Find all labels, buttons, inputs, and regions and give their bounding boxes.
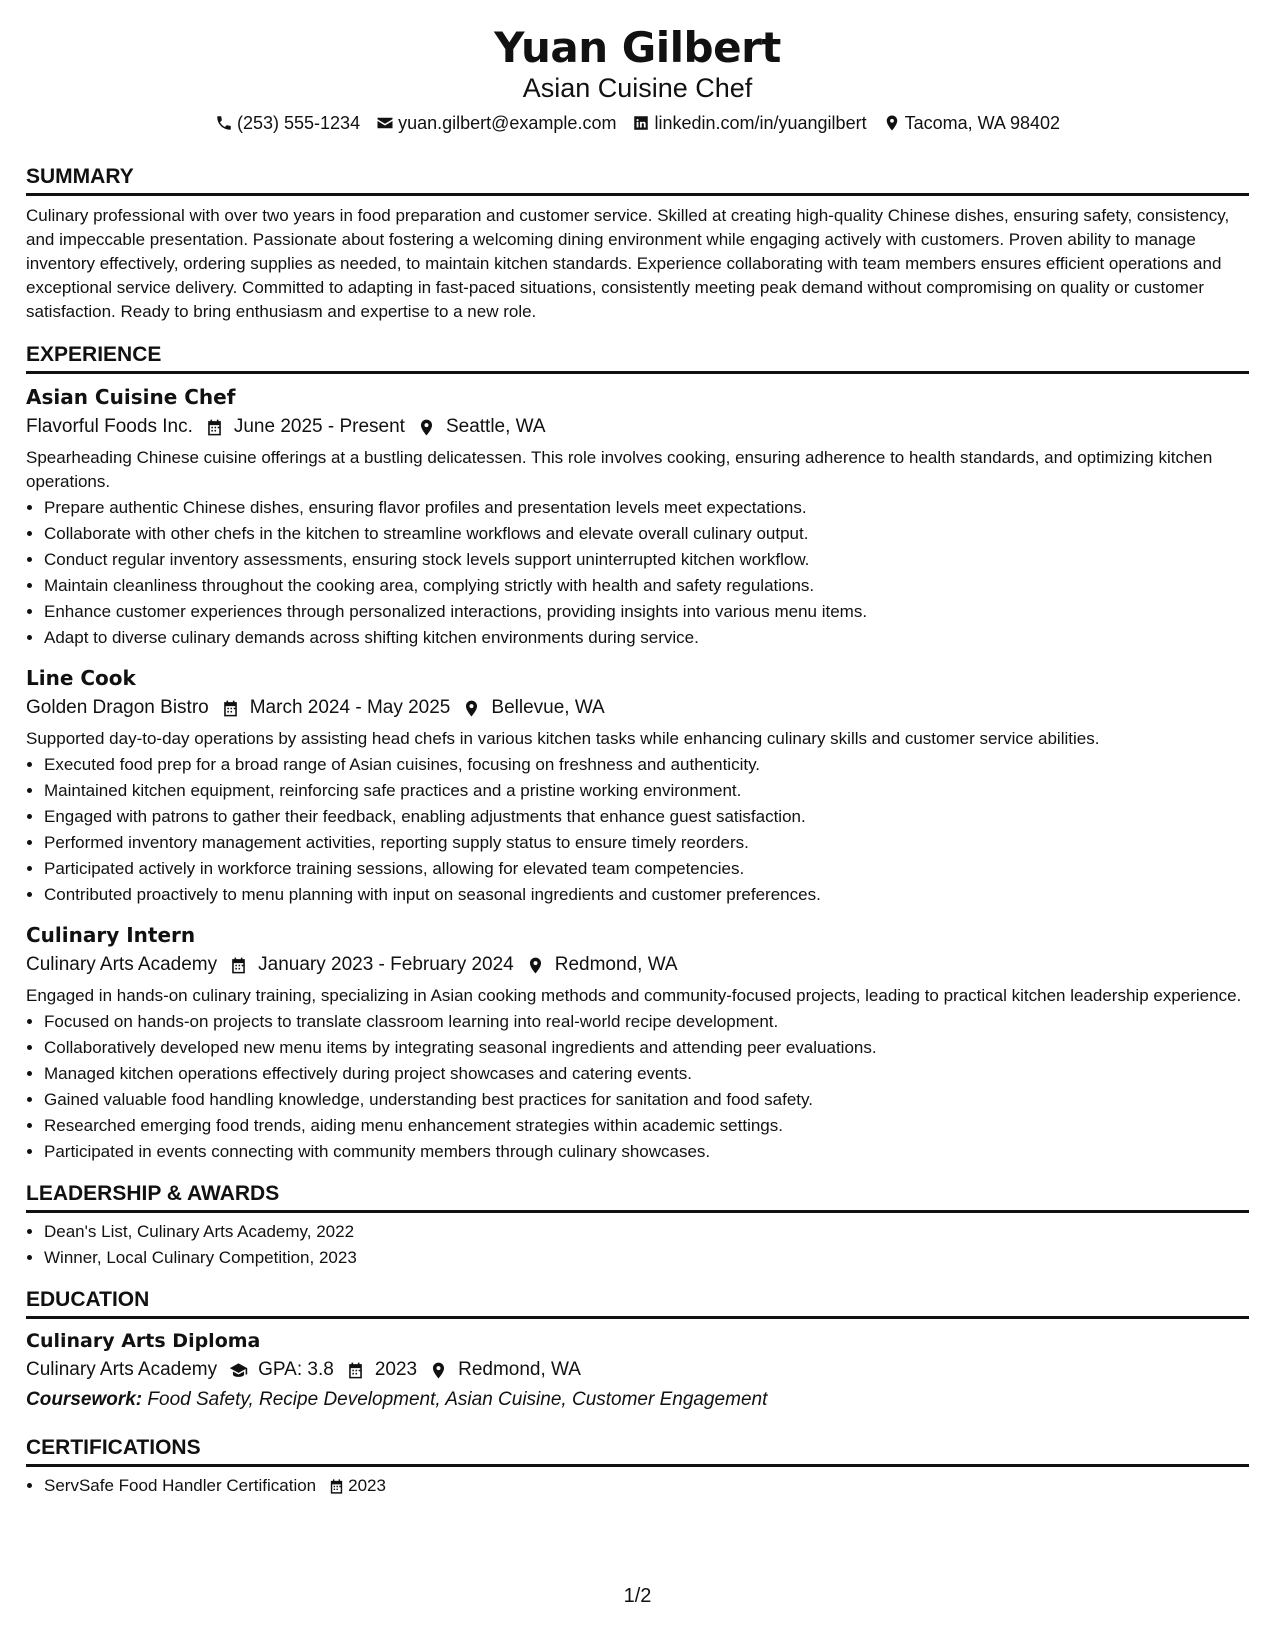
graduation-year: 2023 (374, 1359, 418, 1380)
contact-linkedin[interactable] (632, 109, 866, 137)
job-entry (26, 663, 1249, 908)
summary-section (26, 164, 1249, 324)
calendar-icon (229, 956, 248, 975)
coursework-text: Food Safety, Recipe Development, Asian Cuisine, Customer Engagement (147, 1389, 768, 1410)
company-name: Flavorful Foods Inc. (26, 416, 193, 437)
section-heading: SUMMARY (26, 164, 1249, 196)
section-heading: EXPERIENCE (26, 342, 1249, 374)
coursework-label: Coursework: (26, 1389, 143, 1410)
map-pin-icon (417, 418, 436, 437)
location-text: Tacoma, WA 98402 (904, 113, 1060, 133)
job-title: Culinary Intern (26, 923, 196, 947)
email-link[interactable]: yuan.gilbert@example.com (398, 113, 617, 133)
list-item: • Conduct regular inventory assessments, ensuring stock levels support uninterrupted kitchen workflow. (44, 547, 1249, 573)
job-meta (26, 693, 1249, 723)
graduation-cap-icon (229, 1361, 248, 1380)
contact-location (883, 109, 1060, 137)
certifications-section (26, 1435, 1249, 1499)
calendar-icon (221, 699, 240, 718)
list-item: • Participated actively in workforce training sessions, allowing for elevated team competencies. (44, 856, 1249, 882)
school-location: Redmond, WA (458, 1359, 581, 1380)
job-dates: June 2025 - Present (233, 416, 405, 437)
company-name: Golden Dragon Bistro (26, 697, 209, 718)
section-heading: CERTIFICATIONS (26, 1435, 1249, 1467)
list-item: • Adapt to diverse culinary demands across shifting kitchen environments during service. (44, 625, 1249, 651)
experience-section (26, 342, 1249, 1165)
job-description: Engaged in hands-on culinary training, specializing in Asian cooking methods and community-focused projects, leading to practical kitchen leadership experience. (26, 986, 1242, 1005)
job-entry (26, 920, 1249, 1165)
job-description: Supported day-to-day operations by assisting head chefs in various kitchen tasks while enhancing culinary skills and customer service abilities. (26, 729, 1100, 748)
list-item (44, 1473, 1249, 1499)
job-meta (26, 950, 1249, 980)
coursework-line (26, 1385, 1249, 1415)
degree-title: Culinary Arts Diploma (26, 1330, 261, 1352)
certifications-list (26, 1473, 1249, 1499)
contact-bar (26, 109, 1249, 137)
list-item: • Dean's List, Culinary Arts Academy, 2022 (44, 1219, 1249, 1245)
candidate-title: Asian Cuisine Chef (522, 73, 753, 103)
calendar-icon (205, 418, 224, 437)
phone-icon (215, 114, 233, 132)
resume-header (26, 22, 1249, 137)
section-heading: LEADERSHIP & AWARDS (26, 1181, 1249, 1213)
candidate-name: Yuan Gilbert (494, 23, 781, 72)
list-item: • Gained valuable food handling knowledge, understanding best practices for sanitation and food safety. (44, 1087, 1249, 1113)
map-pin-icon (883, 114, 901, 132)
job-bullets (26, 495, 1249, 651)
job-bullets (26, 1009, 1249, 1165)
list-item: • Executed food prep for a broad range of Asian cuisines, focusing on freshness and authenticity. (44, 752, 1249, 778)
certification-entry (44, 1473, 386, 1499)
certification-name: • ServSafe Food Handler Certification (44, 1476, 317, 1495)
education-section (26, 1287, 1249, 1415)
list-item: • Enhance customer experiences through personalized interactions, providing insights into various menu items. (44, 599, 1249, 625)
job-location: Bellevue, WA (491, 697, 605, 718)
map-pin-icon (526, 956, 545, 975)
calendar-icon (346, 1361, 365, 1380)
page-number: 1/2 (623, 1585, 652, 1607)
section-heading: EDUCATION (26, 1287, 1249, 1319)
list-item: • Collaborate with other chefs in the kitchen to streamline workflows and elevate overall culinary output. (44, 521, 1249, 547)
job-bullets (26, 752, 1249, 908)
calendar-icon (328, 1478, 345, 1495)
job-meta (26, 412, 1249, 442)
contact-email[interactable] (376, 109, 616, 137)
linkedin-link[interactable]: linkedin.com/in/yuangilbert (654, 113, 867, 133)
list-item: • Prepare authentic Chinese dishes, ensuring flavor profiles and presentation levels meet expectations. (44, 495, 1249, 521)
leadership-section (26, 1181, 1249, 1271)
company-name: Culinary Arts Academy (26, 954, 218, 975)
job-dates: March 2024 - May 2025 (249, 697, 451, 718)
certification-year: 2023 (348, 1476, 386, 1495)
job-location: Seattle, WA (445, 416, 546, 437)
contact-phone (215, 109, 360, 137)
list-item: • Maintained kitchen equipment, reinforcing safe practices and a pristine working environment. (44, 778, 1249, 804)
job-dates: January 2023 - February 2024 (258, 954, 514, 975)
envelope-icon (376, 114, 394, 132)
phone-text: (253) 555-1234 (236, 113, 361, 133)
awards-list (26, 1219, 1249, 1271)
list-item: • Contributed proactively to menu planning with input on seasonal ingredients and customer preferences. (44, 882, 1249, 908)
job-title: Asian Cuisine Chef (26, 385, 236, 409)
list-item: • Collaboratively developed new menu items by integrating seasonal ingredients and attending peer evaluations. (44, 1035, 1249, 1061)
map-pin-icon (429, 1361, 448, 1380)
job-location: Redmond, WA (554, 954, 678, 975)
list-item: • Performed inventory management activities, reporting supply status to ensure timely reorders. (44, 830, 1249, 856)
list-item: • Participated in events connecting with community members through culinary showcases. (44, 1139, 1249, 1165)
school-name: Culinary Arts Academy (26, 1359, 218, 1380)
job-description: Spearheading Chinese cuisine offerings at a bustling delicatessen. This role involves cooking, ensuring adherence to health standards, and optimizing kitchen operations. (26, 448, 1213, 491)
job-entry (26, 382, 1249, 651)
list-item: • Maintain cleanliness throughout the cooking area, complying strictly with health and safety regulations. (44, 573, 1249, 599)
list-item: • Managed kitchen operations effectively during project showcases and catering events. (44, 1061, 1249, 1087)
job-title: Line Cook (26, 666, 136, 690)
education-meta (26, 1355, 1249, 1385)
resume-page (26, 22, 1249, 1499)
linkedin-icon (632, 114, 650, 132)
list-item: • Researched emerging food trends, aiding menu enhancement strategies within academic settings. (44, 1113, 1249, 1139)
list-item: • Focused on hands-on projects to translate classroom learning into real-world recipe development. (44, 1009, 1249, 1035)
list-item: • Winner, Local Culinary Competition, 2023 (44, 1245, 1249, 1271)
gpa-text: GPA: 3.8 (258, 1359, 334, 1380)
list-item: • Engaged with patrons to gather their feedback, enabling adjustments that enhance guest satisfaction. (44, 804, 1249, 830)
summary-text: Culinary professional with over two years in food preparation and customer service. Skilled at creating high-quality Chinese dishes, ensuring safety, consistency, and impeccable presentation. Passionate about fostering a welcoming dining environment while engaging actively with customers. Proven ability to manage inventory effectively, ordering supplies as needed, to maintain kitchen standards. Experience collaborating with team members ensures efficient operations and exceptional service delivery. Committed to adapting in fast-paced situations, consistently meeting peak demand without compromising on quality or customer satisfaction. Ready to bring enthusiasm and expertise to a new role. (26, 206, 1230, 321)
map-pin-icon (462, 699, 481, 718)
